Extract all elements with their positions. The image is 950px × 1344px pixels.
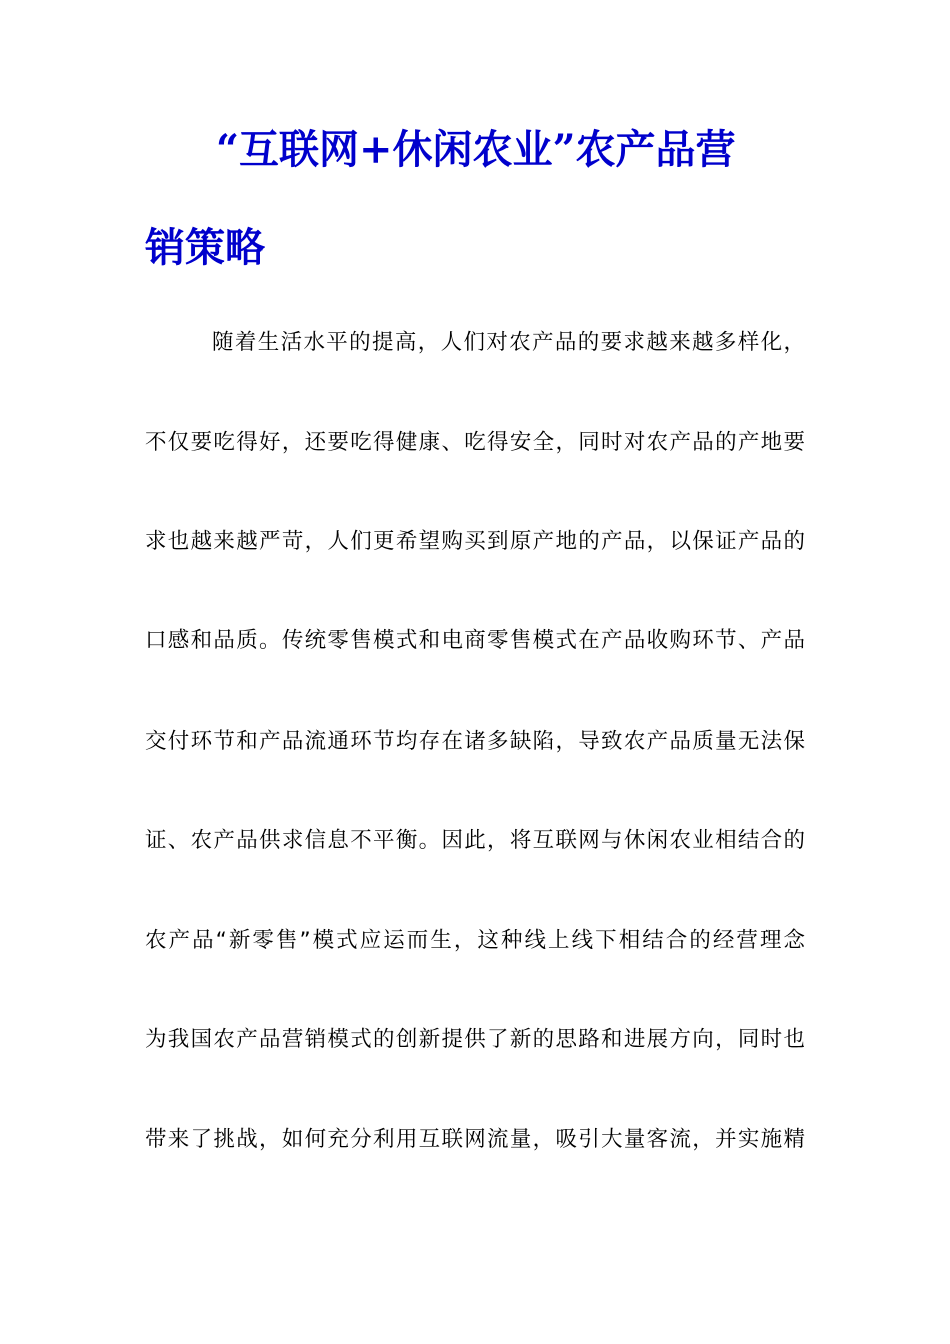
paragraph-line-2: 不仅要吃得好，还要吃得健康、吃得安全，同时对农产品的产地要 [145, 430, 805, 455]
paragraph-line-6: 证、农产品供求信息不平衡。因此，将互联网与休闲农业相结合的 [145, 828, 805, 853]
paragraph-line-3: 求也越来越严苛，人们更希望购买到原产地的产品，以保证产品的 [145, 529, 805, 554]
paragraph-line-9: 带来了挑战，如何充分利用互联网流量，吸引大量客流，并实施精 [145, 1127, 805, 1152]
paragraph-line-1: 随着生活水平的提高，人们对农产品的要求越来越多样化， [212, 330, 805, 355]
document-title-line-1: “互联网+休闲农业”农产品营 [216, 126, 736, 173]
paragraph-line-4: 口感和品质。传统零售模式和电商零售模式在产品收购环节、产品 [145, 628, 805, 653]
document-title-line-2: 销策略 [145, 224, 265, 271]
paragraph-line-7: 农产品“新零售”模式应运而生，这种线上线下相结合的经营理念 [145, 928, 805, 953]
paragraph-line-5: 交付环节和产品流通环节均存在诸多缺陷，导致农产品质量无法保 [145, 729, 805, 754]
paragraph-line-8: 为我国农产品营销模式的创新提供了新的思路和进展方向，同时也 [145, 1027, 805, 1052]
